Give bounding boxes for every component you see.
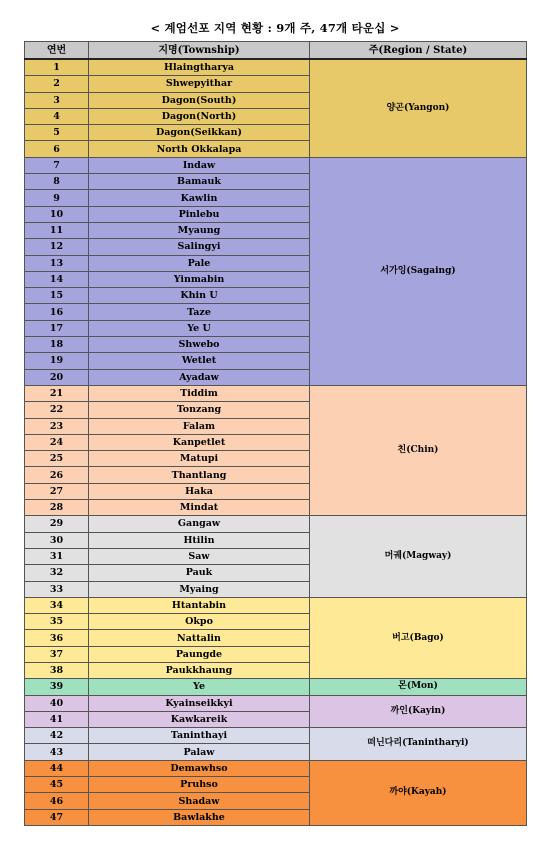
row-number: 7 (25, 157, 89, 173)
table-row (25, 760, 527, 776)
township-name: Taninthayi (89, 728, 310, 744)
row-number: 38 (25, 662, 89, 678)
township-name: Dagon(North) (89, 108, 310, 124)
table-row (25, 597, 527, 613)
township-name: Pinlebu (89, 206, 310, 222)
row-number: 15 (25, 288, 89, 304)
row-number: 26 (25, 467, 89, 483)
table-header-row (25, 42, 527, 60)
township-name: Thantlang (89, 467, 310, 483)
row-number: 17 (25, 320, 89, 336)
region-name: 양곤(Yangon) (310, 59, 527, 157)
township-name: Shadaw (89, 793, 310, 809)
township-name: Ayadaw (89, 369, 310, 385)
row-number: 41 (25, 711, 89, 727)
row-number: 13 (25, 255, 89, 271)
row-number: 11 (25, 222, 89, 238)
township-name: Khin U (89, 288, 310, 304)
row-number: 44 (25, 760, 89, 776)
row-number: 39 (25, 679, 89, 695)
township-name: Hlaingtharya (89, 59, 310, 76)
row-number: 12 (25, 239, 89, 255)
township-name: Bawlakhe (89, 809, 310, 825)
township-name: Htilin (89, 532, 310, 548)
township-name: Demawhso (89, 760, 310, 776)
table-body (25, 59, 527, 825)
township-table (24, 41, 527, 826)
region-name: 떠닌다리(Tanintharyi) (310, 728, 527, 761)
township-name: Ye U (89, 320, 310, 336)
row-number: 35 (25, 614, 89, 630)
row-number: 5 (25, 125, 89, 141)
page-title: < 계엄선포 지역 현황 : 9개 주, 47개 타운십 > (150, 21, 400, 35)
row-number: 43 (25, 744, 89, 760)
table-row (25, 385, 527, 401)
township-name: Tiddim (89, 385, 310, 401)
region-name: 버고(Bago) (310, 597, 527, 678)
row-number: 34 (25, 597, 89, 613)
region-name: 머궤(Magway) (310, 516, 527, 597)
township-name: Kanpetlet (89, 434, 310, 450)
row-number: 40 (25, 695, 89, 711)
row-number: 47 (25, 809, 89, 825)
region-name: 까야(Kayah) (310, 760, 527, 825)
row-number: 24 (25, 434, 89, 450)
township-name: North Okkalapa (89, 141, 310, 157)
row-number: 2 (25, 76, 89, 92)
row-number: 8 (25, 174, 89, 190)
township-name: Pale (89, 255, 310, 271)
row-number: 19 (25, 353, 89, 369)
township-name: Myaing (89, 581, 310, 597)
row-number: 27 (25, 483, 89, 499)
township-name: Nattalin (89, 630, 310, 646)
township-name: Bamauk (89, 174, 310, 190)
region-name: 까인(Kayin) (310, 695, 527, 728)
township-name: Dagon(Seikkan) (89, 125, 310, 141)
row-number: 33 (25, 581, 89, 597)
township-name: Shwepyithar (89, 76, 310, 92)
table-row (25, 157, 527, 173)
row-number: 42 (25, 728, 89, 744)
header-township: 지명(Township) (89, 42, 310, 60)
table-row (25, 728, 527, 744)
row-number: 18 (25, 337, 89, 353)
township-name: Indaw (89, 157, 310, 173)
row-number: 9 (25, 190, 89, 206)
township-name: Kawkareik (89, 711, 310, 727)
row-number: 4 (25, 108, 89, 124)
row-number: 14 (25, 271, 89, 287)
township-name: Wetlet (89, 353, 310, 369)
township-name: Tonzang (89, 402, 310, 418)
township-name: Taze (89, 304, 310, 320)
township-name: Kyainseikkyi (89, 695, 310, 711)
row-number: 23 (25, 418, 89, 434)
township-name: Pauk (89, 565, 310, 581)
row-number: 37 (25, 646, 89, 662)
header-no: 연번 (25, 42, 89, 60)
township-name: Paungde (89, 646, 310, 662)
township-name: Gangaw (89, 516, 310, 532)
table-row (25, 59, 527, 76)
row-number: 25 (25, 451, 89, 467)
township-name: Htantabin (89, 597, 310, 613)
township-name: Matupi (89, 451, 310, 467)
row-number: 20 (25, 369, 89, 385)
row-number: 45 (25, 777, 89, 793)
township-name: Ye (89, 679, 310, 695)
table-row (25, 516, 527, 532)
township-name: Mindat (89, 500, 310, 516)
township-name: Kawlin (89, 190, 310, 206)
row-number: 32 (25, 565, 89, 581)
header-region: 주(Region / State) (310, 42, 527, 60)
township-name: Paukkhaung (89, 662, 310, 678)
township-name: Pruhso (89, 777, 310, 793)
row-number: 29 (25, 516, 89, 532)
row-number: 10 (25, 206, 89, 222)
township-name: Salingyi (89, 239, 310, 255)
region-name: 몬(Mon) (310, 679, 527, 695)
row-number: 6 (25, 141, 89, 157)
row-number: 31 (25, 548, 89, 564)
row-number: 3 (25, 92, 89, 108)
table-row (25, 695, 527, 711)
township-name: Okpo (89, 614, 310, 630)
row-number: 16 (25, 304, 89, 320)
row-number: 1 (25, 59, 89, 76)
row-number: 21 (25, 385, 89, 401)
row-number: 22 (25, 402, 89, 418)
row-number: 30 (25, 532, 89, 548)
township-name: Dagon(South) (89, 92, 310, 108)
township-name: Palaw (89, 744, 310, 760)
region-name: 서가잉(Sagaing) (310, 157, 527, 385)
township-name: Myaung (89, 222, 310, 238)
township-name: Shwebo (89, 337, 310, 353)
township-name: Yinmabin (89, 271, 310, 287)
row-number: 28 (25, 500, 89, 516)
township-name: Saw (89, 548, 310, 564)
region-name: 친(Chin) (310, 385, 527, 515)
table-row (25, 679, 527, 695)
township-name: Falam (89, 418, 310, 434)
township-name: Haka (89, 483, 310, 499)
row-number: 36 (25, 630, 89, 646)
row-number: 46 (25, 793, 89, 809)
